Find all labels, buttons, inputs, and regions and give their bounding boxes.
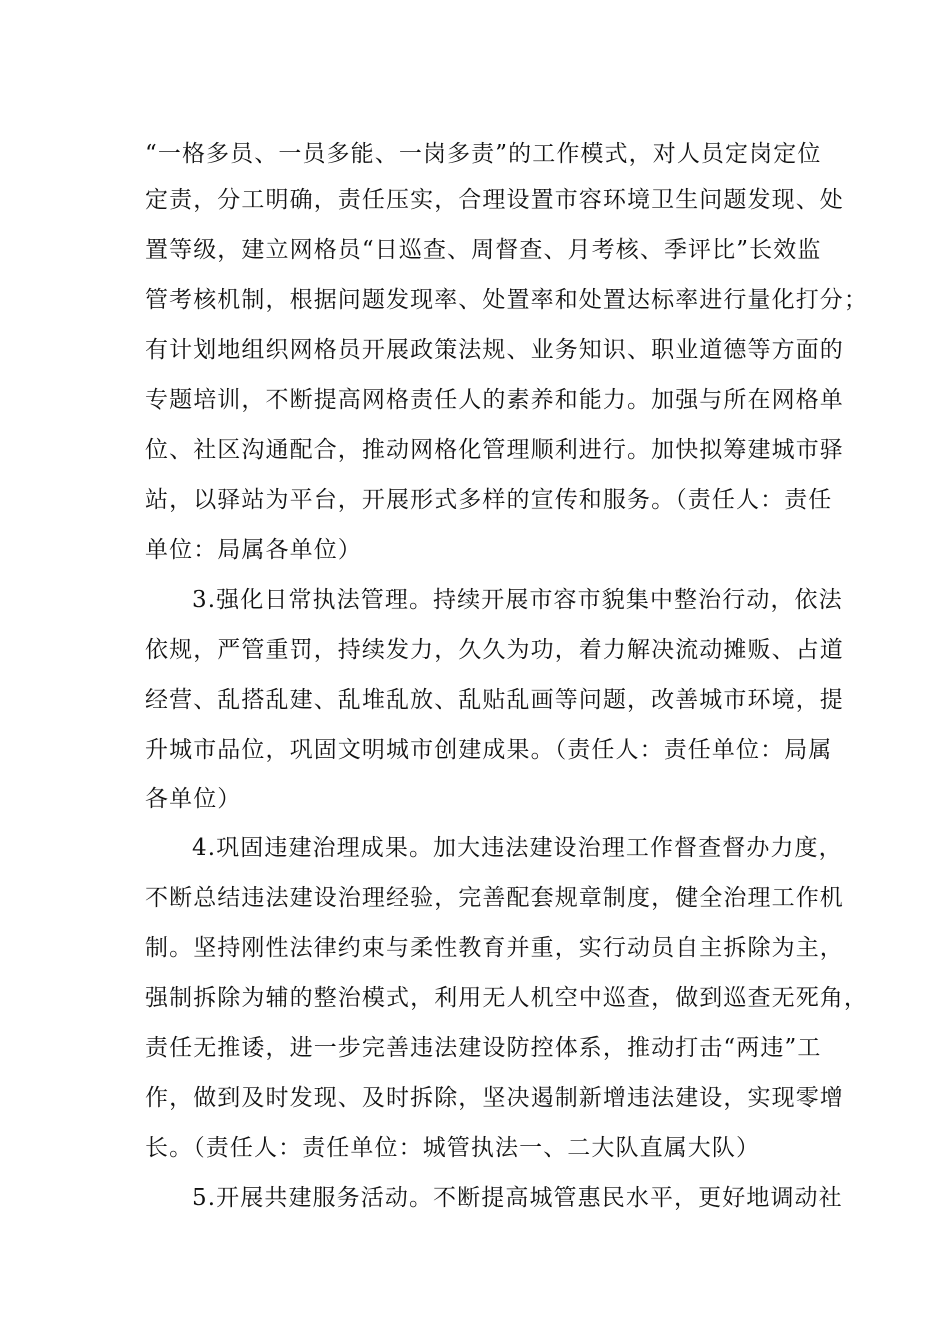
text-line: 专题培训，不断提高网格责任人的素养和能力。加强与所在网格单: [145, 387, 844, 413]
text-line: 各单位）: [145, 786, 242, 812]
text-line: 置等级，建立网格员“日巡查、周督查、月考核、季评比”长效监: [145, 237, 822, 263]
text-line: 有计划地组织网格员开展政策法规、业务知识、职业道德等方面的: [145, 337, 844, 363]
text-line: 制。坚持刚性法律约束与柔性教育并重，实行动员自主拆除为主，: [145, 935, 844, 961]
text-line: 不断总结违法建设治理经验，完善配套规章制度，健全治理工作机: [145, 885, 844, 911]
text-line: 3.强化日常执法管理。持续开展市容市貌集中整治行动，依法: [192, 587, 843, 613]
text-line: 站，以驿站为平台，开展形式多样的宣传和服务。（责任人：责任: [145, 487, 833, 513]
text-line: 强制拆除为辅的整治模式，利用无人机空中巡查，做到巡查无死角，: [145, 985, 868, 1011]
text-line: 依规，严管重罚，持续发力，久久为功，着力解决流动摊贩、占道: [145, 637, 844, 663]
text-line: 长。（责任人：责任单位：城管执法一、二大队直属大队）: [145, 1135, 761, 1161]
text-line: 单位：局属各单位）: [145, 537, 362, 563]
text-line: 管考核机制，根据问题发现率、处置率和处置达标率进行量化打分；: [145, 287, 868, 313]
text-line: 作，做到及时发现、及时拆除，坚决遏制新增违法建设，实现零增: [145, 1085, 844, 1111]
text-line: “一格多员、一员多能、一岗多责”的工作模式，对人员定岗定位: [145, 141, 822, 167]
text-line: 经营、乱搭乱建、乱堆乱放、乱贴乱画等问题，改善城市环境，提: [145, 687, 844, 713]
text-line: 4.巩固违建治理成果。加大违法建设治理工作督查督办力度，: [192, 835, 843, 861]
text-line: 定责，分工明确，责任压实，合理设置市容环境卫生问题发现、处: [145, 187, 844, 213]
text-line: 升城市品位，巩固文明城市创建成果。（责任人：责任单位：局属: [145, 737, 833, 763]
text-line: 位、社区沟通配合，推动网格化管理顺利进行。加快拟筹建城市驿: [145, 437, 844, 463]
text-line: 5.开展共建服务活动。不断提高城管惠民水平，更好地调动社: [192, 1185, 843, 1211]
text-line: 责任无推诿，进一步完善违法建设防控体系，推动打击“两违”工: [145, 1035, 822, 1061]
